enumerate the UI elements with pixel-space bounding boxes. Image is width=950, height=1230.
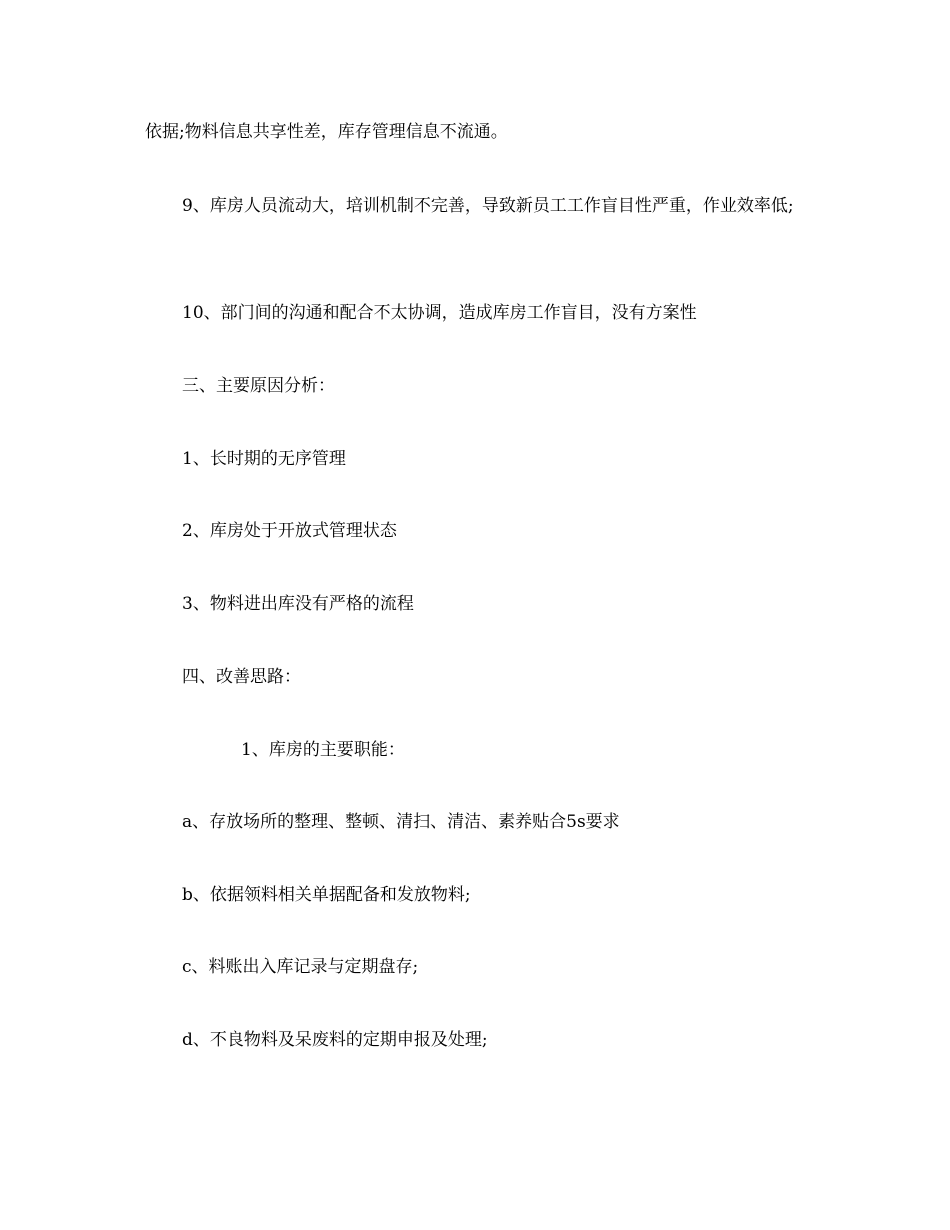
section-heading-cause-analysis: 三、主要原因分析： [182,376,335,396]
cause-item-1: 1、长时期的无序管理 [182,449,346,469]
cause-item-2: 2、库房处于开放式管理状态 [182,521,397,541]
function-item-d: d、不良物料及呆废料的定期申报及处理; [182,1030,488,1050]
paragraph-item-10: 10、部门间的沟通和配合不太协调，造成库房工作盲目，没有方案性 [182,303,697,323]
paragraph-info-sharing: 依据;物料信息共享性差，库存管理信息不流通。 [145,122,508,142]
function-item-c: c、料账出入库记录与定期盘存; [182,957,419,977]
paragraph-item-9: 9、库房人员流动大，培训机制不完善，导致新员工工作盲目性严重，作业效率低; [182,196,794,216]
section-heading-improvement: 四、改善思路： [182,667,301,687]
cause-item-3: 3、物料进出库没有严格的流程 [182,594,414,614]
subheading-main-functions: 1、库房的主要职能： [241,740,405,760]
function-item-b: b、依据领料相关单据配备和发放物料; [182,885,471,905]
function-item-a: a、存放场所的整理、整顿、清扫、清洁、素养贴合5s要求 [182,812,620,832]
